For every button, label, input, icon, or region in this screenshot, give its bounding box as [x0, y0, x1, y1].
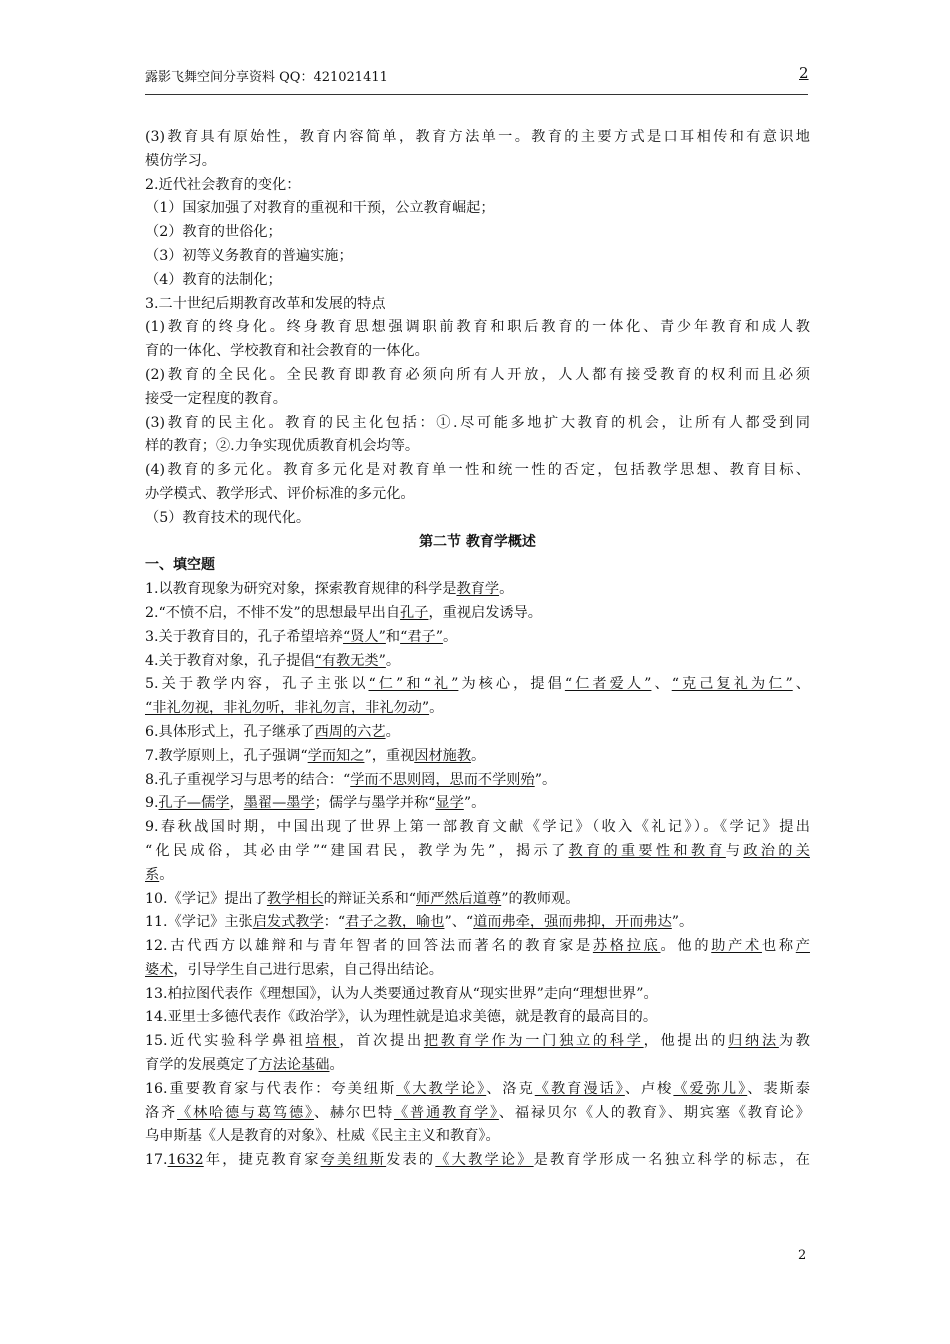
- text-line: [145, 1030, 810, 1054]
- text-line: [145, 1078, 810, 1102]
- text-segment: （2）教育的世俗化；: [145, 224, 282, 241]
- underlined-answer: 《爱弥儿》: [673, 1080, 748, 1097]
- text-line: [145, 364, 810, 388]
- text-segment: (1)教育的终身化。终身教育思想强调职前教育和职后教育的一体化、青少年教育和成人教: [145, 319, 810, 336]
- underlined-answer: 方法论基础: [258, 1057, 330, 1074]
- text-line: [145, 150, 810, 174]
- text-segment: 一、填空题: [145, 557, 215, 574]
- text-segment: 5.关于教学内容，孔子主张以: [145, 676, 369, 693]
- text-segment: 是教育学形成一名独立科学的标志，在: [533, 1152, 810, 1169]
- text-segment: 。: [429, 700, 444, 717]
- underlined-answer: 《林哈德与葛笃德》: [177, 1104, 314, 1121]
- text-line: [145, 126, 810, 150]
- underlined-answer: “仁”和“礼”: [368, 676, 459, 693]
- text-segment: 17.: [145, 1152, 168, 1169]
- underlined-answer: 西周的六艺: [314, 723, 386, 740]
- underlined-answer: 启发式教学: [252, 914, 324, 931]
- text-line: [145, 626, 810, 650]
- text-segment: 1.以教育现象为研究对象，探索教育规律的科学是: [145, 581, 457, 598]
- text-line: [145, 174, 810, 198]
- text-segment: 、: [792, 676, 810, 693]
- text-segment: “化民成俗，其必由学”“建国君民，教学为先”，揭示了: [145, 842, 569, 859]
- text-segment: ，首次提出: [339, 1033, 424, 1050]
- section-heading: [145, 554, 810, 578]
- header-text: 露影飞舞空间分享资料 QQ：421021411: [145, 70, 388, 85]
- text-segment: 。: [329, 1057, 344, 1074]
- text-segment: 2.近代社会教育的变化：: [145, 176, 301, 193]
- header-page-number: 2: [799, 64, 809, 82]
- underlined-answer: 产: [795, 938, 810, 955]
- underlined-answer: 助产术: [711, 938, 762, 955]
- text-segment: 的辩证关系和“: [323, 890, 417, 907]
- underlined-answer: 教学相长: [266, 890, 324, 907]
- text-segment: 15.近代实验科学鼻祖: [145, 1033, 306, 1050]
- text-segment: （1）国家加强了对教育的重视和干预，公立教育崛起；: [145, 200, 495, 217]
- text-segment: ”。: [671, 914, 694, 931]
- text-line: [145, 983, 810, 1007]
- underlined-answer: 教育的重要性和教育: [568, 842, 726, 859]
- text-segment: 。: [442, 628, 458, 645]
- text-segment: 。: [471, 747, 486, 764]
- underlined-answer: 君子之教，喻也: [345, 914, 445, 931]
- text-segment: 14.亚里士多德代表作《政治学》，认为理性就是追求美德，就是教育的最高目的。: [145, 1009, 658, 1026]
- text-line: [145, 459, 810, 483]
- underlined-answer: 把教育学作为一门独立的科学: [423, 1033, 644, 1050]
- underlined-answer: 道而弗牵，强而弗抑，开而弗达: [473, 914, 672, 931]
- text-line: [145, 650, 810, 674]
- text-segment: 2.“不愤不启，不悱不发”的思想最早出自: [145, 604, 401, 621]
- text-segment: 育学的发展奠定了: [145, 1057, 259, 1074]
- document-body: [145, 126, 810, 1173]
- text-segment: 、福禄贝尔《人的教育》、期宾塞《教育论》: [498, 1104, 810, 1121]
- text-line: [145, 745, 810, 769]
- underlined-answer: 婆术: [145, 961, 174, 978]
- text-line: [145, 1054, 810, 1078]
- underlined-answer: 孔子—儒学: [158, 795, 230, 812]
- text-segment: ”。: [463, 795, 486, 812]
- text-segment: 模仿学习。: [145, 152, 216, 169]
- underlined-answer: 《教育漫话》: [534, 1080, 625, 1097]
- text-segment: ；儒学与墨学并称“: [314, 795, 436, 812]
- underlined-answer: 《普通教育学》: [393, 1104, 499, 1121]
- text-segment: 9.: [145, 795, 159, 812]
- section-title: [145, 531, 810, 555]
- text-line: [145, 507, 810, 531]
- text-segment: ”的教师观。: [501, 890, 580, 907]
- underlined-answer: 学而不思则罔，思而不学则殆: [350, 771, 535, 788]
- text-segment: ”。: [534, 771, 557, 788]
- text-segment: 第二节 教育学概述: [419, 533, 536, 550]
- text-segment: 为教: [778, 1033, 810, 1050]
- text-line: [145, 578, 810, 602]
- text-line: [145, 816, 810, 840]
- text-line: [145, 673, 810, 697]
- text-segment: 10.《学记》提出了: [145, 890, 267, 907]
- underlined-answer: “君子”: [400, 628, 443, 645]
- text-line: [145, 697, 810, 721]
- text-line: [145, 602, 810, 626]
- text-segment: (3)教育的民主化。教育的民主化包括：①.尽可能多地扩大教育的机会，让所有人都受到同: [145, 414, 810, 431]
- text-segment: 16.重要教育家与代表作：夸美纽斯: [145, 1080, 397, 1097]
- text-line: [145, 245, 810, 269]
- text-segment: 8.孔子重视学习与思考的结合：“: [145, 771, 351, 788]
- text-segment: (2)教育的全民化。全民教育即教育必须向所有人开放，人人都有接受教育的权利而且必须: [145, 366, 810, 383]
- text-line: [145, 840, 810, 864]
- text-segment: 。: [499, 581, 514, 598]
- text-segment: 12.古代西方以雄辩和与青年智者的回答法而著名的教育家是: [145, 938, 593, 955]
- underlined-answer: “克己复礼为仁”: [671, 676, 793, 693]
- text-segment: 样的教育；②.力争实现优质教育机会均等。: [145, 438, 420, 455]
- underlined-answer: 师严然后道尊: [416, 890, 502, 907]
- text-segment: 、赫尔巴特: [313, 1104, 394, 1121]
- text-line: [145, 1149, 810, 1173]
- footer-page-number: 2: [798, 1248, 807, 1263]
- underlined-answer: “贤人”: [342, 628, 386, 645]
- text-line: [145, 316, 810, 340]
- text-segment: ：“: [323, 914, 346, 931]
- text-line: [145, 1006, 810, 1030]
- text-segment: 与: [725, 842, 744, 859]
- text-line: [145, 221, 810, 245]
- text-segment: 6.具体形式上，孔子继承了: [145, 723, 315, 740]
- underlined-answer: 教育学: [456, 581, 500, 598]
- text-segment: 、洛克: [486, 1080, 535, 1097]
- underlined-answer: 苏格拉底: [592, 938, 661, 955]
- underlined-answer: 《大教学论》: [396, 1080, 487, 1097]
- text-segment: 、卢梭: [624, 1080, 674, 1097]
- text-line: [145, 1102, 810, 1126]
- text-segment: 、: [651, 676, 672, 693]
- text-line: [145, 721, 810, 745]
- underlined-answer: 1632: [167, 1152, 204, 1169]
- text-segment: ，重视启发诱导。: [428, 604, 542, 621]
- text-segment: 洛齐: [145, 1104, 178, 1121]
- text-line: [145, 935, 810, 959]
- text-line: [145, 435, 810, 459]
- text-line: [145, 483, 810, 507]
- text-segment: 13.柏拉图代表作《理想国》，认为人类要通过教育从“现实世界”走向“理想世界”。: [145, 985, 658, 1002]
- text-segment: （3）初等义务教育的普遍实施；: [145, 247, 353, 264]
- text-segment: 乌申斯基《人是教育的对象》、杜威《民主主义和教育》。: [145, 1128, 500, 1145]
- text-segment: 。: [385, 723, 400, 740]
- header-divider: [145, 94, 808, 95]
- underlined-answer: 显学: [435, 795, 464, 812]
- text-segment: 育的一体化、学校教育和社会教育的一体化。: [145, 343, 429, 360]
- underlined-answer: 政治的关: [743, 842, 810, 859]
- text-segment: 办学模式、教学形式、评价标准的多元化。: [145, 485, 415, 502]
- text-segment: （5）教育技术的现代化。: [145, 509, 311, 526]
- text-line: [145, 1125, 810, 1149]
- text-segment: ，引导学生自己进行思索，自己得出结论。: [173, 961, 443, 978]
- text-line: [145, 197, 810, 221]
- text-segment: 年，捷克教育家: [203, 1152, 321, 1169]
- text-segment: 。: [385, 652, 401, 669]
- text-line: [145, 792, 810, 816]
- text-segment: 3.二十世纪后期教育改革和发展的特点: [145, 295, 386, 312]
- text-segment: 7.教学原则上，孔子强调“: [145, 747, 308, 764]
- text-segment: (4)教育的多元化。教育多元化是对教育单一性和统一性的否定，包括教学思想、教育目标、: [145, 462, 810, 479]
- underlined-answer: 墨翟—墨学: [243, 795, 315, 812]
- underlined-answer: 归纳法: [728, 1033, 779, 1050]
- text-segment: 。他的: [660, 938, 712, 955]
- text-segment: ”、“: [444, 914, 474, 931]
- text-segment: 和: [385, 628, 401, 645]
- text-segment: 4.关于教育对象，孔子提倡: [145, 652, 315, 669]
- text-segment: 、裴斯泰: [747, 1080, 810, 1097]
- text-segment: ，他提出的: [643, 1033, 729, 1050]
- underlined-answer: 因材施教: [414, 747, 472, 764]
- text-segment: 。: [159, 866, 174, 883]
- text-line: [145, 340, 810, 364]
- text-line: [145, 864, 810, 888]
- text-segment: 9.春秋战国时期，中国出现了世界上第一部教育文献《学记》（收入《礼记》）。《学记》提出: [145, 819, 810, 836]
- underlined-answer: 系: [145, 866, 160, 883]
- text-segment: 接受一定程度的教育。: [145, 390, 287, 407]
- text-line: [145, 911, 810, 935]
- underlined-answer: 夸美纽斯: [320, 1152, 387, 1169]
- text-segment: 也称: [761, 938, 796, 955]
- text-line: [145, 269, 810, 293]
- underlined-answer: “仁者爱人”: [564, 676, 652, 693]
- underlined-answer: 《大教学论》: [435, 1152, 534, 1169]
- text-segment: ”，重视: [364, 747, 415, 764]
- text-line: [145, 412, 810, 436]
- text-line: [145, 959, 810, 983]
- underlined-answer: “非礼勿视，非礼勿听，非礼勿言，非礼勿动”: [145, 700, 430, 717]
- text-line: [145, 293, 810, 317]
- text-line: [145, 769, 810, 793]
- underlined-answer: “有教无类”: [314, 652, 386, 669]
- text-segment: 3.关于教育目的，孔子希望培养: [145, 628, 343, 645]
- text-segment: ，: [229, 795, 244, 812]
- underlined-answer: 学而知之: [307, 747, 365, 764]
- text-line: [145, 888, 810, 912]
- underlined-answer: 孔子: [400, 604, 429, 621]
- underlined-answer: 培根: [305, 1033, 340, 1050]
- text-segment: 为核心，提倡: [458, 676, 565, 693]
- text-segment: （4）教育的法制化；: [145, 271, 282, 288]
- text-segment: 发表的: [386, 1152, 436, 1169]
- text-segment: (3)教育具有原始性，教育内容简单，教育方法单一。教育的主要方式是口耳相传和有意识地: [145, 129, 810, 145]
- text-segment: 11.《学记》主张: [145, 914, 253, 931]
- text-line: [145, 388, 810, 412]
